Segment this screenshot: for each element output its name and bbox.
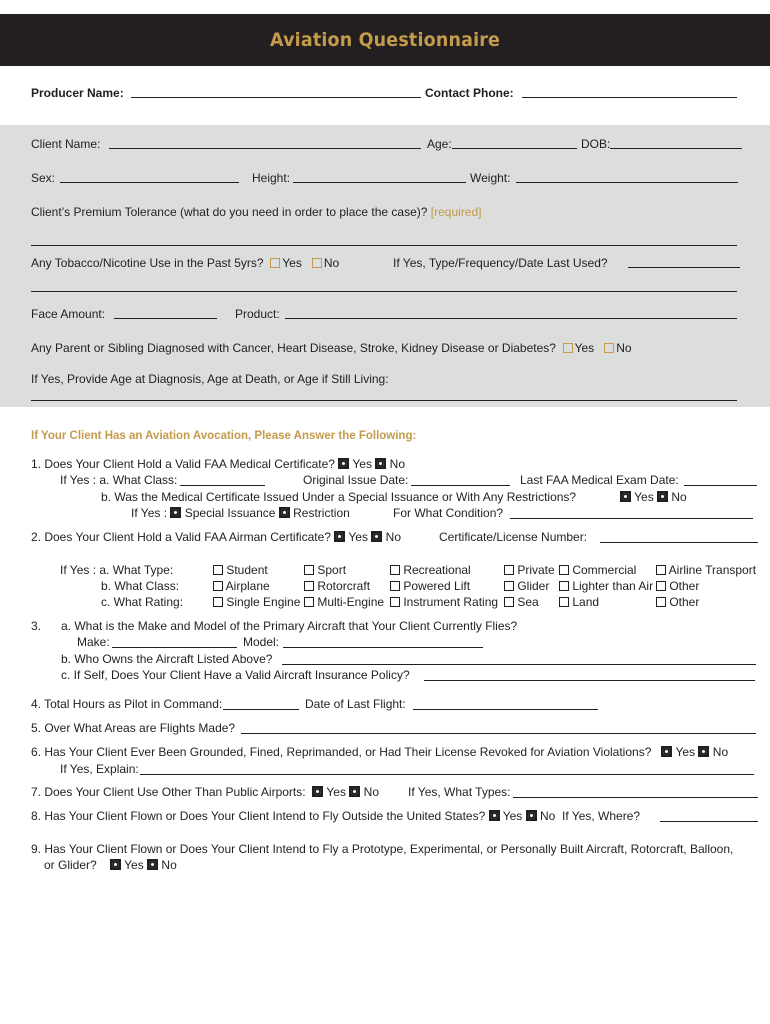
q1-last-field[interactable] — [684, 485, 757, 486]
q8-yes-checkbox[interactable] — [489, 810, 500, 821]
checkbox-icon[interactable] — [656, 581, 666, 591]
checkbox-icon[interactable] — [213, 597, 223, 607]
page-header — [0, 14, 770, 66]
rating-option[interactable] — [504, 595, 539, 609]
tobacco-yes-label: Yes — [282, 256, 302, 270]
premium-tolerance-label — [31, 205, 482, 219]
q9-yes-label: Yes — [124, 858, 144, 872]
family-history-question — [31, 341, 632, 355]
q9-label: 9. Has Your Client Flown or Does Your Client Intend to Fly a Prototype, Experimental, or Personally Built Aircraft, Rotorcraft, Balloon, — [31, 842, 734, 856]
option-label: Powered Lift — [403, 579, 471, 593]
q1b-label: b. Was the Medical Certificate Issued Under a Special Issuance or With Any Restrictions? — [101, 490, 577, 504]
q5-field[interactable] — [241, 733, 756, 734]
q9-line2 — [44, 858, 177, 872]
tobacco-yes-checkbox[interactable] — [270, 258, 280, 268]
special-issuance-checkbox[interactable] — [170, 507, 181, 518]
class-option[interactable] — [213, 579, 270, 593]
client-name-label: Client Name: — [31, 137, 101, 151]
q7-yes-label: Yes — [326, 785, 346, 799]
q6-yes-checkbox[interactable] — [661, 746, 672, 757]
weight-field[interactable] — [516, 182, 738, 183]
option-label: Sport — [317, 563, 347, 577]
checkbox-icon[interactable] — [390, 565, 400, 575]
type-option[interactable] — [559, 563, 636, 577]
q4-label: 4. Total Hours as Pilot in Command: — [31, 697, 223, 711]
q1-issue-label: Original Issue Date: — [303, 473, 409, 487]
option-label: Land — [572, 595, 600, 609]
face-amount-field[interactable] — [114, 318, 217, 319]
class-option[interactable] — [390, 579, 470, 593]
rating-option[interactable] — [304, 595, 384, 609]
q1-yes-label: Yes — [352, 457, 372, 471]
checkbox-icon[interactable] — [656, 597, 666, 607]
q1-issue-field[interactable] — [411, 485, 510, 486]
q2-cert-label: Certificate/License Number: — [439, 530, 588, 544]
q5-label: 5. Over What Areas are Flights Made? — [31, 721, 236, 735]
option-label: Other — [669, 579, 700, 593]
family-details-field[interactable] — [31, 400, 737, 401]
family-no-label: No — [616, 341, 632, 355]
page-title: Aviation Questionnaire — [269, 29, 501, 51]
q3-model-field[interactable] — [283, 647, 483, 648]
checkbox-icon[interactable] — [304, 565, 314, 575]
family-details-label: If Yes, Provide Age at Diagnosis, Age at Death, or Age if Still Living: — [31, 372, 389, 386]
age-field[interactable] — [452, 148, 577, 149]
tobacco-label: Any Tobacco/Nicotine Use in the Past 5yrs? — [31, 256, 264, 270]
client-name-field[interactable] — [109, 148, 421, 149]
q2-class-label: b. What Class: — [101, 579, 180, 593]
q1-last-label: Last FAA Medical Exam Date: — [520, 473, 679, 487]
q7-types-field[interactable] — [513, 797, 758, 798]
option-label: Commercial — [572, 563, 637, 577]
checkbox-icon[interactable] — [559, 565, 569, 575]
q8-where-field[interactable] — [660, 821, 758, 822]
producer-name-field[interactable] — [131, 97, 421, 98]
q1b-ifyes-label: If Yes : — [131, 506, 168, 520]
tobacco-no-label: No — [323, 256, 340, 270]
class-option[interactable] — [656, 579, 699, 593]
q6-text — [31, 745, 728, 759]
q3-model-label: Model: — [243, 635, 280, 649]
type-option[interactable] — [390, 563, 471, 577]
q4-field[interactable] — [223, 709, 299, 710]
q1a-label: If Yes : a. What Class: — [60, 473, 178, 487]
q8-label: 8. Has Your Client Flown or Does Your Client Intend to Fly Outside the United States? — [31, 809, 486, 823]
option-label: Student — [226, 563, 268, 577]
sex-label: Sex: — [31, 171, 56, 185]
q2-yes-checkbox[interactable] — [334, 531, 345, 542]
q1b-no-label: No — [671, 490, 687, 504]
checkbox-icon[interactable] — [213, 581, 223, 591]
checkbox-icon[interactable] — [504, 565, 514, 575]
q1b-no-checkbox[interactable] — [657, 491, 668, 502]
q4-last-label: Date of Last Flight: — [305, 697, 406, 711]
type-option[interactable] — [504, 563, 555, 577]
q7-no-label: No — [363, 785, 379, 799]
q6-no-checkbox[interactable] — [698, 746, 709, 757]
class-option[interactable] — [559, 579, 653, 593]
q2-label: 2. Does Your Client Hold a Valid FAA Airman Certificate? — [31, 530, 331, 544]
tobacco-details-label: If Yes, Type/Frequency/Date Last Used? — [393, 256, 608, 270]
q1-text — [31, 457, 405, 471]
height-label: Height: — [252, 171, 291, 185]
tobacco-details-field[interactable] — [628, 267, 740, 268]
q2-cert-field[interactable] — [600, 542, 758, 543]
q3b-label: b. Who Owns the Aircraft Listed Above? — [61, 652, 273, 666]
q1-yes-checkbox[interactable] — [338, 458, 349, 469]
checkbox-icon[interactable] — [559, 581, 569, 591]
q8-text — [31, 809, 640, 823]
q9-yes-checkbox[interactable] — [110, 859, 121, 870]
class-option[interactable] — [304, 579, 370, 593]
q3c-label: c. If Self, Does Your Client Have a Valid Aircraft Insurance Policy? — [61, 668, 410, 682]
q2-no-checkbox[interactable] — [371, 531, 382, 542]
checkbox-icon[interactable] — [390, 597, 400, 607]
q3-number: 3. — [31, 619, 42, 633]
checkbox-icon[interactable] — [559, 597, 569, 607]
option-label: Multi-Engine — [317, 595, 385, 609]
option-label: Sea — [517, 595, 539, 609]
option-label: Airplane — [225, 579, 270, 593]
q1b-condition-field[interactable] — [510, 518, 753, 519]
rating-option[interactable] — [390, 595, 498, 609]
q2-yes-label: Yes — [348, 530, 368, 544]
premium-tolerance-field[interactable] — [31, 245, 737, 246]
family-no-checkbox[interactable] — [604, 343, 614, 353]
q1b-yes-label: Yes — [634, 490, 654, 504]
q1b-ifyes-row — [131, 506, 350, 520]
dob-field[interactable] — [610, 148, 742, 149]
checkbox-icon[interactable] — [213, 565, 223, 575]
option-label: Lighter than Air — [572, 579, 654, 593]
q2-rating-label: c. What Rating: — [101, 595, 184, 609]
product-label: Product: — [235, 307, 280, 321]
q3-make-field[interactable] — [112, 647, 237, 648]
option-label: Airline Transport — [668, 563, 757, 577]
option-label: Glider — [517, 579, 550, 593]
premium-tolerance-text: Client’s Premium Tolerance (what do you need in order to place the case)? — [31, 205, 428, 219]
option-label: Private — [517, 563, 555, 577]
q1-label: 1. Does Your Client Hold a Valid FAA Medical Certificate? — [31, 457, 335, 471]
checkbox-icon[interactable] — [304, 581, 314, 591]
producer-name-label: Producer Name: — [31, 86, 124, 100]
q7-yes-checkbox[interactable] — [312, 786, 323, 797]
family-yes-checkbox[interactable] — [563, 343, 573, 353]
q9b-label: or Glider? — [44, 858, 97, 872]
tobacco-question — [31, 256, 339, 270]
type-option[interactable] — [656, 563, 756, 577]
option-label: Instrument Rating — [403, 595, 499, 609]
q3c-field[interactable] — [424, 680, 755, 681]
tobacco-no-checkbox[interactable] — [312, 258, 322, 268]
checkbox-icon[interactable] — [504, 597, 514, 607]
rating-option[interactable] — [213, 595, 300, 609]
aviation-intro: If Your Client Has an Aviation Avocation, Please Answer the Following: — [31, 430, 417, 442]
q9-no-checkbox[interactable] — [147, 859, 158, 870]
q7-types-label: If Yes, What Types: — [408, 785, 511, 799]
checkbox-icon[interactable] — [504, 581, 514, 591]
type-option[interactable] — [304, 563, 346, 577]
checkbox-icon[interactable] — [656, 565, 666, 575]
rating-option[interactable] — [656, 595, 699, 609]
checkbox-icon[interactable] — [390, 581, 400, 591]
q6-no-label: No — [712, 745, 729, 759]
q1-no-label: No — [389, 457, 406, 471]
type-option[interactable] — [213, 563, 268, 577]
q7-text — [31, 785, 379, 799]
q1-no-checkbox[interactable] — [375, 458, 386, 469]
option-label: Other — [669, 595, 700, 609]
q2-no-label: No — [385, 530, 402, 544]
contact-phone-label: Contact Phone: — [425, 86, 514, 100]
restriction-checkbox[interactable] — [279, 507, 290, 518]
tobacco-details-field-2[interactable] — [31, 291, 737, 292]
q2-type-label: If Yes : a. What Type: — [60, 563, 174, 577]
q6-label: 6. Has Your Client Ever Been Grounded, Fined, Reprimanded, or Had Their License Revoked for Aviation Violations? — [31, 745, 652, 759]
restriction-label: Restriction — [293, 506, 350, 520]
option-label: Rotorcraft — [317, 579, 371, 593]
age-label: Age: — [427, 137, 452, 151]
required-tag: [required] — [430, 205, 482, 219]
q8-where-label: If Yes, Where? — [562, 809, 641, 823]
q9-no-label: No — [161, 858, 177, 872]
family-history-label: Any Parent or Sibling Diagnosed with Cancer, Heart Disease, Stroke, Kidney Disease or Diabetes? — [31, 341, 556, 355]
q2-text — [31, 530, 401, 544]
q3a-label: a. What is the Make and Model of the Primary Aircraft that Your Client Currently Flies? — [61, 619, 518, 633]
q6-explain-label: If Yes, Explain: — [60, 762, 139, 776]
family-yes-label: Yes — [574, 341, 595, 355]
face-amount-label: Face Amount: — [31, 307, 106, 321]
q7-label: 7. Does Your Client Use Other Than Public Airports: — [31, 785, 306, 799]
option-label: Recreational — [403, 563, 471, 577]
dob-label: DOB: — [581, 137, 611, 151]
q6-explain-field[interactable] — [140, 774, 754, 775]
sex-field[interactable] — [60, 182, 239, 183]
q1a-class-field[interactable] — [180, 485, 265, 486]
option-label: Single Engine — [226, 595, 301, 609]
q1b-options — [620, 490, 687, 504]
q1b-yes-checkbox[interactable] — [620, 491, 631, 502]
q6-yes-label: Yes — [675, 745, 696, 759]
height-field[interactable] — [293, 182, 466, 183]
rating-option[interactable] — [559, 595, 599, 609]
class-option[interactable] — [504, 579, 549, 593]
q7-no-checkbox[interactable] — [349, 786, 360, 797]
q3b-field[interactable] — [282, 664, 756, 665]
weight-label: Weight: — [470, 171, 511, 185]
q8-no-label: No — [540, 809, 556, 823]
product-field[interactable] — [285, 318, 737, 319]
q8-no-checkbox[interactable] — [526, 810, 537, 821]
q4-last-field[interactable] — [413, 709, 598, 710]
contact-phone-field[interactable] — [522, 97, 737, 98]
q3-make-label: Make: — [77, 635, 110, 649]
special-issuance-label: Special Issuance — [184, 506, 276, 520]
q1b-condition-label: For What Condition? — [393, 506, 504, 520]
checkbox-icon[interactable] — [304, 597, 314, 607]
q8-yes-label: Yes — [502, 809, 523, 823]
